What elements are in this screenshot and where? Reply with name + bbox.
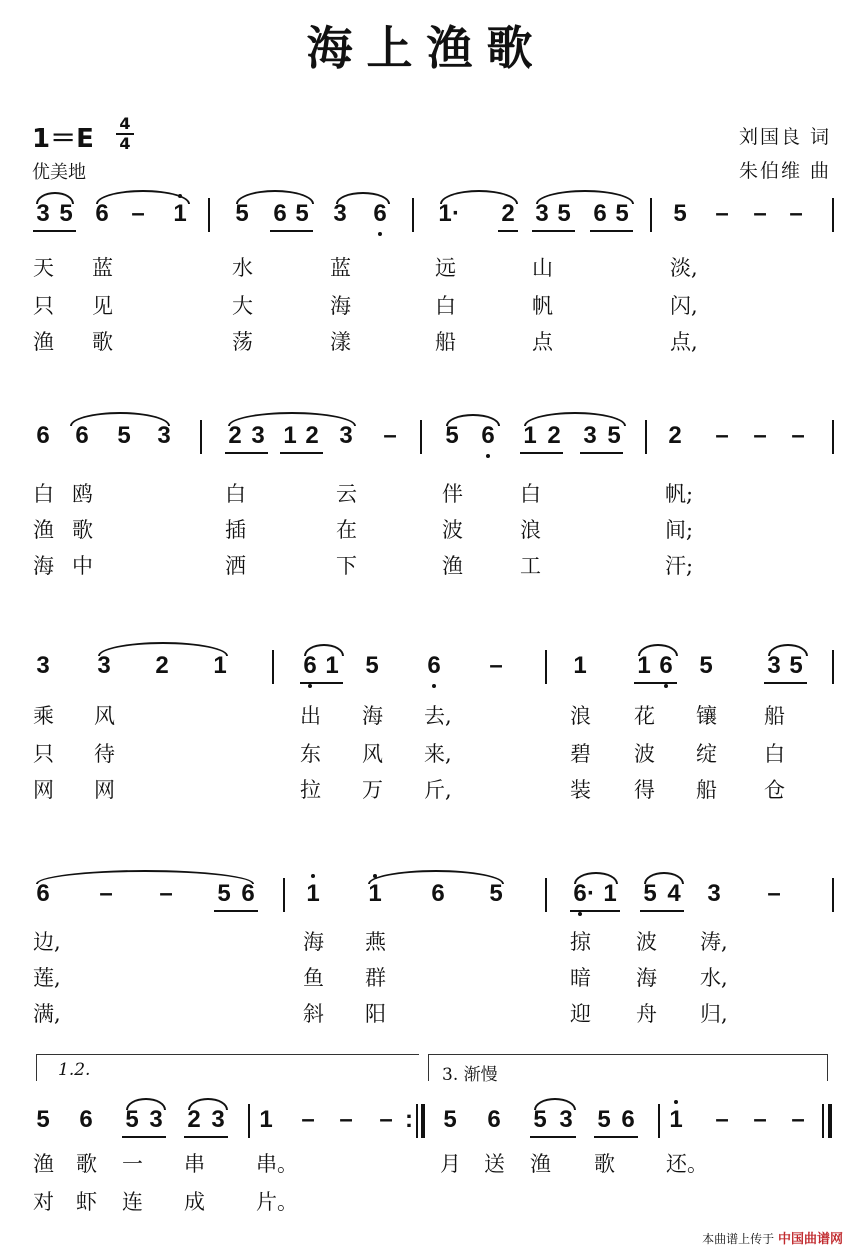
lyric: 波 [634,742,655,766]
note: 3 [36,652,50,679]
note: 5 [607,422,621,449]
note: 5 [789,652,803,679]
lyric: 阳 [365,1002,386,1026]
lyric: 边, [33,930,61,954]
note: 5 [699,652,713,679]
lyric: 闪, [670,294,698,318]
lyric: 海 [303,930,324,954]
lyric: 白 [33,482,54,506]
lyric: 碧 [570,742,591,766]
note: 1 [325,652,339,679]
lyric: 工 [520,554,541,578]
volta-bracket-1 [36,1054,419,1081]
composer-credit: 朱伯维 曲 [738,160,831,182]
note: 2 [187,1106,201,1133]
note: 2 [305,422,319,449]
note: 5 [615,200,629,227]
footer-watermark [702,1228,843,1247]
note: 6 [570,880,590,908]
note: 6 [273,200,287,227]
lyric: 斤, [424,778,452,802]
note: 6 [79,1106,93,1133]
lyric: 渔 [33,518,54,542]
note: – [753,422,767,449]
lyric: 来, [424,742,452,766]
lyric: 渔 [33,330,54,354]
lyric: 点 [532,330,553,354]
note: 4 [667,880,681,907]
note: 5 [36,1106,50,1133]
note: 2 [668,422,682,449]
lyric: 渔 [33,1152,54,1176]
lyric: 归, [700,1002,728,1026]
note: 3 [36,200,50,227]
note: 1 [259,1106,273,1133]
time-signature [116,116,134,152]
lyric: 一 [122,1152,143,1176]
lyric: 远 [435,256,456,280]
lyric: 网 [94,778,115,802]
footer-text: 本曲谱上传于 [702,1232,775,1246]
note: 3 [339,422,353,449]
note: 1 [213,652,227,679]
lyric: 荡 [232,330,253,354]
lyric: 海 [330,294,351,318]
lyric: 出 [300,704,321,728]
note: 6 [36,422,50,449]
lyric: 风 [94,704,115,728]
note: 3 [211,1106,225,1133]
note: – [753,1106,767,1133]
note: 5 [445,422,459,449]
staff-row-5 [0,1094,853,1154]
note: 3 [157,422,171,449]
note: 3 [333,200,347,227]
staff-row-1: 3 5 6 – 1 5 6 5 3 6 1 · 2 3 5 6 5 5 – – – [0,188,853,248]
note: 3 [559,1106,573,1133]
lyric: 海 [33,554,54,578]
lyric: 拉 [300,778,321,802]
lyric: 插 [225,518,246,542]
note: 5 [59,200,73,227]
lyric: 得 [634,778,655,802]
note: 5 [673,200,687,227]
lyric: 虾 [76,1190,97,1214]
note: – [789,200,803,227]
note: 5 [365,652,379,679]
time-signature-bottom: 4 [119,134,131,153]
lyric: 水 [232,256,253,280]
lyric: 云 [336,482,357,506]
note: 5 [235,200,249,227]
note: – [715,1106,729,1133]
lyric: 波 [636,930,657,954]
note: 1 [303,880,323,908]
lyric: 镶 [696,704,717,728]
note: 1 [573,652,587,679]
note: 5 [643,880,657,907]
lyric: 淡, [670,256,698,280]
lyric: 间; [665,518,694,542]
note: – [301,1106,315,1133]
note: – [379,1106,393,1133]
note: 6 [656,652,676,680]
note: – [715,200,729,227]
note: 3 [97,652,111,679]
lyric: 歌 [76,1152,97,1176]
lyric: 海 [636,966,657,990]
note: 1 [170,200,190,228]
lyric: 只 [33,294,54,318]
lyric: 帆; [665,482,694,506]
note: 1 [283,422,297,449]
lyric: 蓝 [92,256,113,280]
note: – [753,200,767,227]
lyricist-credit: 刘国良 词 [738,126,831,148]
lyric: 掠 [570,930,591,954]
lyric: 点, [670,330,698,354]
note: 5 [217,880,231,907]
lyric: 白 [520,482,541,506]
note: 1 [603,880,617,907]
lyric: 万 [362,778,383,802]
time-signature-top: 4 [119,114,131,133]
note: – [339,1106,353,1133]
lyric: 去, [424,704,452,728]
page-title: 海上渔歌 [306,21,547,75]
note: 5 [557,200,571,227]
lyric: 串。 [256,1152,298,1176]
lyric: 渔 [530,1152,551,1176]
lyric: 漾 [330,330,351,354]
lyric: 斜 [303,1002,324,1026]
staff-row-3 [0,640,853,700]
lyric: 大 [232,294,253,318]
lyric: 歌 [594,1152,615,1176]
note: 6 [95,200,109,227]
note: 6 [36,880,50,907]
note: 3 [707,880,721,907]
lyric: 仓 [764,778,785,802]
lyric: 莲, [33,966,61,990]
note: 3 [149,1106,163,1133]
note: 3 [767,652,781,679]
lyric: 月 [440,1152,461,1176]
note: – [791,1106,805,1133]
lyric: 连 [122,1190,143,1214]
lyric: 渔 [442,554,463,578]
note: 6 [431,880,445,907]
note: 5 [597,1106,611,1133]
note: 3 [251,422,265,449]
note: 5 [295,200,309,227]
lyric: 浪 [570,704,591,728]
note: 6 [75,422,89,449]
key-signature: 1＝E [32,124,94,154]
note: – [159,880,173,907]
note: 6 [300,652,320,680]
lyric: 见 [92,294,113,318]
lyric: 送 [484,1152,505,1176]
volta-label-1: 1.2. [58,1060,91,1080]
note: 6 [424,652,444,680]
lyric: 汗; [665,554,694,578]
lyric: 山 [532,256,553,280]
lyric: 待 [94,742,115,766]
lyric: 乘 [33,704,54,728]
note: 3 [583,422,597,449]
staff-row-2 [0,410,853,470]
lyric: 燕 [365,930,386,954]
note: 1 [666,1106,686,1134]
note: 1 [365,880,385,908]
note: 6 [593,200,607,227]
lyric: 鸥 [72,482,93,506]
note: 5 [117,422,131,449]
note: 3 [535,200,549,227]
repeat-dots: : [405,1106,413,1133]
lyric: 满, [33,1002,61,1026]
lyric: 歌 [92,330,113,354]
lyric: 洒 [225,554,246,578]
note: 2 [155,652,169,679]
lyric: 东 [300,742,321,766]
lyric: 还。 [666,1152,708,1176]
note: – [131,200,145,227]
lyric: 涛, [700,930,728,954]
site-brand: 中国曲谱网 [777,1232,843,1247]
note: – [791,422,805,449]
volta-label-3: 3. 渐慢 [442,1065,498,1085]
lyric: 帆 [532,294,553,318]
lyric: 白 [435,294,456,318]
note: – [767,880,781,907]
note: 2 [501,200,515,227]
lyric: 花 [634,704,655,728]
lyric: 天 [33,256,54,280]
note: – [383,422,397,449]
lyric: 船 [696,778,717,802]
lyric: 风 [362,742,383,766]
lyric: 伴 [442,482,463,506]
lyric: 蓝 [330,256,351,280]
note: – [99,880,113,907]
staff-row-4: 6 – – 5 6 1 1 6 5 6 · 1 5 4 3 – [0,868,853,928]
note: 1 [438,200,452,227]
note: 6 [478,422,498,450]
note: 5 [125,1106,139,1133]
lyric: 暗 [570,966,591,990]
note: 6 [621,1106,635,1133]
lyric: 波 [442,518,463,542]
lyric: 歌 [72,518,93,542]
lyric: 舟 [636,1002,657,1026]
lyric: 水, [700,966,728,990]
note: 6 [241,880,255,907]
lyric: 船 [764,704,785,728]
lyric: 船 [435,330,456,354]
lyric: 下 [336,554,357,578]
note: 1 [637,652,651,679]
lyric: 中 [72,554,93,578]
lyric: 群 [365,966,386,990]
lyric: 海 [362,704,383,728]
note: 2 [547,422,561,449]
note: 5 [533,1106,547,1133]
lyric: 在 [336,518,357,542]
lyric: 串 [184,1152,205,1176]
lyric: 成 [184,1190,205,1214]
lyric: 对 [33,1190,54,1214]
note: 6 [487,1106,501,1133]
lyric: 浪 [520,518,541,542]
lyric: 迎 [570,1002,591,1026]
note: 6 [370,200,390,228]
note: 5 [443,1106,457,1133]
note: 5 [489,880,503,907]
note: 1 [523,422,537,449]
note: – [489,652,503,679]
lyric: 片。 [256,1190,298,1214]
lyric: 白 [225,482,246,506]
note: – [715,422,729,449]
lyric: 装 [570,778,591,802]
note: 2 [228,422,242,449]
tempo-marking: 优美地 [32,162,86,183]
lyric: 绽 [696,742,717,766]
lyric: 网 [33,778,54,802]
lyric: 只 [33,742,54,766]
lyric: 白 [764,742,785,766]
lyric: 鱼 [303,966,324,990]
